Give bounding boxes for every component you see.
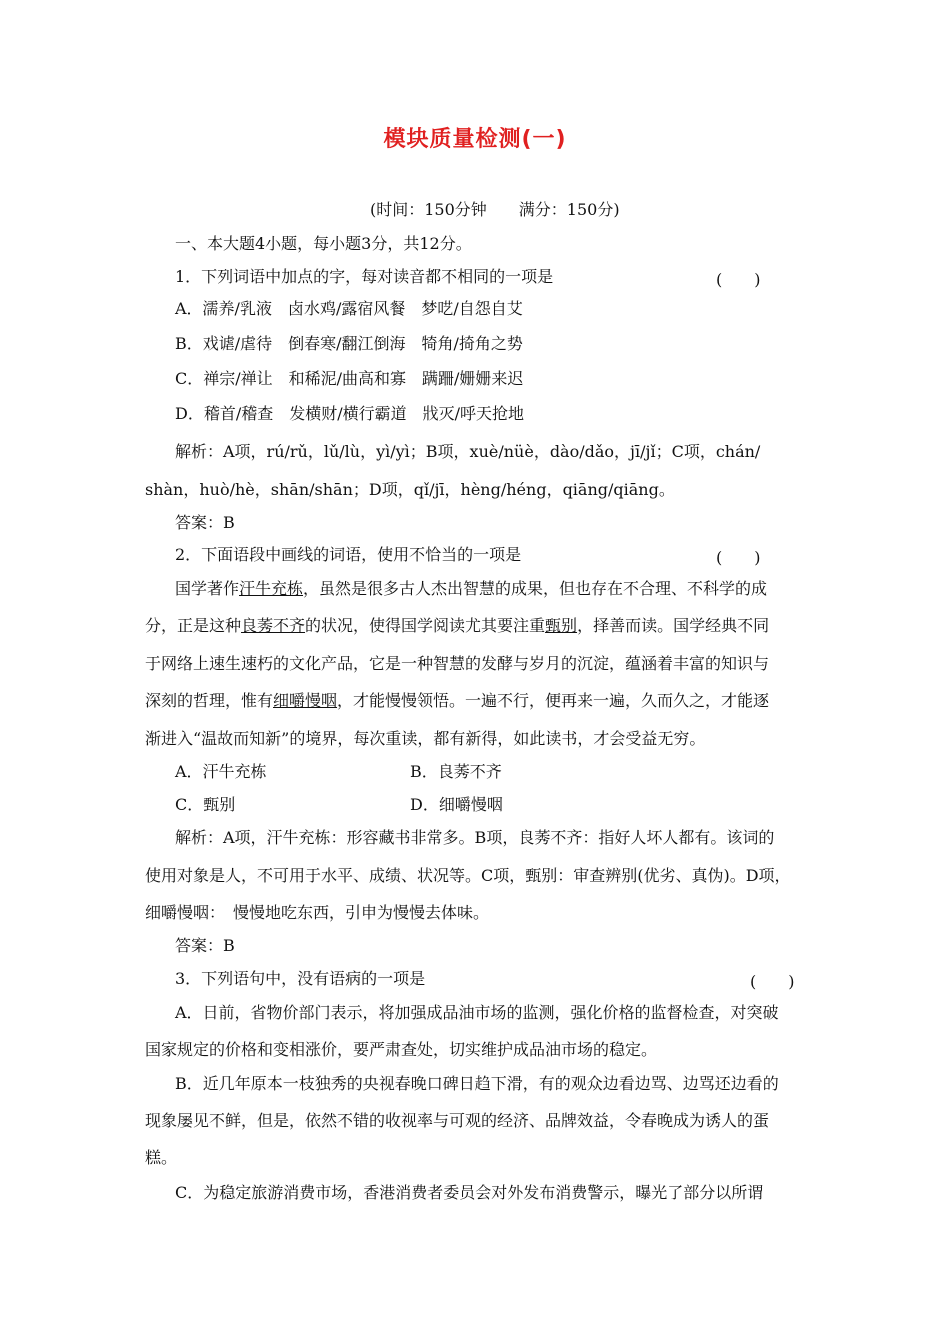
q2-analysis-line2: 使用对象是人，不可用于水平、成绩、状况等。C项，甄别：审查辨别(优劣、真伪)。D项， (145, 866, 791, 885)
q1-option-c: C．禅宗/禅让 和稀泥/曲高和寡 蹒跚/姗姗来迟 (175, 369, 524, 388)
q1-analysis-line2: shàn，huò/hè，shān/shān；D项，qǐ/jī，hèng/héng，qiāng/qiāng。 (145, 480, 675, 499)
document-title: 模块质量检测(一) (383, 127, 567, 152)
q3-stem: 3．下列语句中，没有语病的一项是 (175, 969, 426, 988)
q1-option-d: D．稽首/稽查 发横财/横行霸道 戕灭/呼天抢地 (175, 404, 525, 423)
q2-option-b: B．良莠不齐 (410, 762, 502, 781)
passage-text: 深刻的哲理，惟有 (145, 691, 274, 710)
q2-analysis-line3: 细嚼慢咽： 慢慢地吃东西，引申为慢慢去体味。 (145, 903, 490, 922)
q3-option-a-line2: 国家规定的价格和变相涨价，要严肃查处，切实维护成品油市场的稳定。 (145, 1040, 658, 1059)
underlined-term: 细嚼慢咽 (273, 691, 338, 710)
q2-option-d: D．细嚼慢咽 (410, 795, 503, 814)
section-heading: 一、本大题4小题，每小题3分，共12分。 (175, 234, 472, 253)
q3-answer-blank: ( ) (750, 972, 795, 991)
q1-analysis-line1: 解析：A项，rú/rǔ，lǔ/lù，yì/yì；B项，xuè/nüè，dào/dǎo，jī/jǐ；C项，chán/ (175, 442, 761, 461)
passage-text: ，虽然是很多古人杰出智慧的成果，但也存在不合理、不科学的成 (303, 579, 768, 598)
q2-passage-line4 (145, 691, 769, 711)
q2-stem: 2．下面语段中画线的词语，使用不恰当的一项是 (175, 545, 522, 564)
q3-option-c-line1: C．为稳定旅游消费市场，香港消费者委员会对外发布消费警示，曝光了部分以所谓 (175, 1183, 764, 1202)
exam-meta: (时间：150分钟 满分：150分) (370, 200, 620, 219)
q1-option-a: A．濡养/乳液 卤水鸡/露宿风餐 梦呓/自怨自艾 (175, 299, 523, 318)
passage-text: 分，正是这种 (145, 616, 242, 635)
underlined-term: 良莠不齐 (241, 616, 306, 635)
passage-text: ，择善而读。国学经典不同 (577, 616, 770, 635)
q2-option-c: C．甄别 (175, 795, 236, 814)
q1-answer-blank: ( ) (716, 270, 761, 289)
passage-text: 国学著作 (175, 579, 240, 598)
q1-answer: 答案：B (175, 513, 235, 532)
q2-analysis-line1: 解析：A项，汗牛充栋：形容藏书非常多。B项，良莠不齐：指好人坏人都有。该词的 (175, 828, 775, 847)
q3-option-b-line2: 现象屡见不鲜，但是，依然不错的收视率与可观的经济、品牌效益，令春晚成为诱人的蛋 (145, 1111, 770, 1130)
passage-text: ，才能慢慢领悟。一遍不行，便再来一遍，久而久之，才能逐 (337, 691, 770, 710)
q2-option-a: A．汗牛充栋 (175, 762, 267, 781)
q3-option-a-line1: A．日前，省物价部门表示，将加强成品油市场的监测，强化价格的监督检查，对突破 (175, 1003, 779, 1022)
q2-passage-line5: 渐进入“温故而知新”的境界，每次重读，都有新得，如此读书，才会受益无穷。 (145, 729, 706, 748)
q3-option-b-line3: 糕。 (145, 1148, 178, 1167)
q2-passage-line1 (175, 579, 767, 599)
q2-answer: 答案：B (175, 936, 235, 955)
passage-text: 的状况，使得国学阅读尤其要注重 (305, 616, 546, 635)
q2-passage-line2 (145, 616, 769, 636)
underlined-term: 汗牛充栋 (239, 579, 304, 598)
q1-stem: 1．下列词语中加点的字，每对读音都不相同的一项是 (175, 267, 554, 286)
q2-answer-blank: ( ) (716, 548, 761, 567)
underlined-term: 甄别 (545, 616, 578, 635)
q3-option-b-line1: B．近几年原本一枝独秀的央视春晚口碑日趋下滑，有的观众边看边骂、边骂还边看的 (175, 1074, 779, 1093)
q1-option-b: B．戏谑/虐待 倒春寒/翻江倒海 犄角/掎角之势 (175, 334, 523, 353)
q2-passage-line3: 于网络上速生速朽的文化产品，它是一种智慧的发酵与岁月的沉淀，蕴涵着丰富的知识与 (145, 654, 770, 673)
